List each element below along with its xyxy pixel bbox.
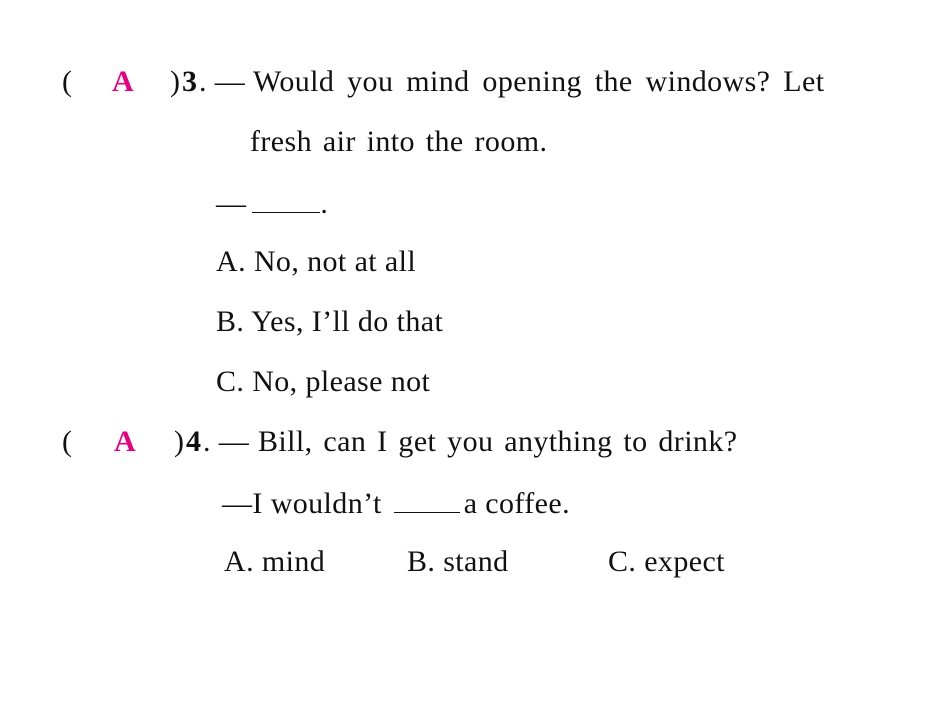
answer-blank <box>394 484 460 513</box>
question-prompt-line1: Would you mind opening the windows? Let <box>253 65 825 98</box>
option-c: C. No, please not <box>216 365 431 398</box>
answer-letter: A <box>114 425 136 458</box>
question-number: 3 <box>182 65 198 98</box>
question-prompt-line1: Bill, can I get you anything to drink? <box>258 425 738 458</box>
answer-close-paren: ) <box>174 425 184 458</box>
option-a: A. mind <box>224 545 326 578</box>
response-end: . <box>320 187 329 220</box>
answer-close-paren: ) <box>170 65 180 98</box>
question-prompt-line2: fresh air into the room. <box>250 125 548 158</box>
response-line <box>216 184 328 222</box>
answer-open-paren: ( <box>62 425 72 458</box>
option-b: B. Yes, I’ll do that <box>216 305 444 338</box>
option-a: A. No, not at all <box>216 245 417 278</box>
response-line <box>222 484 570 522</box>
option-b: B. stand <box>407 545 509 578</box>
question-prompt-prefix: . — <box>199 65 246 98</box>
answer-open-paren: ( <box>62 65 72 98</box>
option-c: C. expect <box>608 545 725 578</box>
response-dash: — <box>216 187 247 220</box>
response-prefix: —I wouldn’t <box>222 487 382 520</box>
answer-blank <box>252 184 320 213</box>
answer-letter: A <box>112 65 134 98</box>
question-number: 4 <box>186 425 202 458</box>
response-suffix: a coffee. <box>463 487 570 520</box>
question-prompt-prefix: . — <box>203 425 250 458</box>
